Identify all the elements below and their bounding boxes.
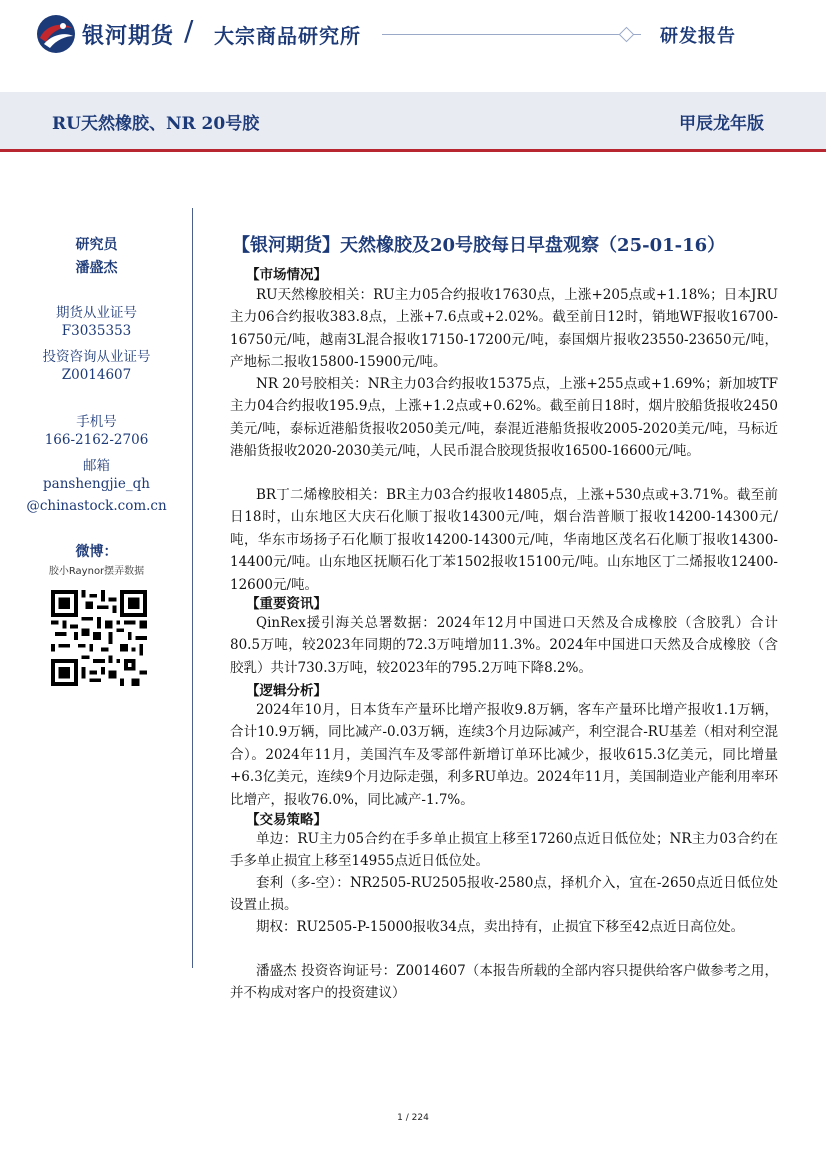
- report-type: 研发报告: [660, 26, 736, 47]
- paragraph-ru: RU天然橡胶相关：RU主力05合约报收17630点，上涨+205点或+1.18%；日本JRU主力06合约报收383.8点，上涨+7.6点或+2.02%。截至前日12时，销地WF报收16700-16750元/吨，越南3L混合报收17150-17200元/吨，泰国烟片报收23550-23650元/吨，产地标二报收15800-15900元/吨。: [230, 287, 778, 371]
- email-label: 邮箱: [83, 458, 110, 474]
- edition-label: 甲辰龙年版: [679, 114, 764, 134]
- header-divider-end: [633, 34, 641, 35]
- report-header: [0, 0, 826, 68]
- qr-code-icon: [51, 590, 147, 686]
- email-domain: @chinastock.com.cn: [26, 498, 167, 514]
- paragraph-news: QinRex援引海关总署数据：2024年12月中国进口天然及合成橡胶（含胶乳）合计80.5万吨，较2023年同期的72.3万吨增加11.3%。2024年中国进口天然及合成橡胶（含胶乳）共计730.3万吨，较2023年的795.2万吨下降8.2%。: [230, 615, 778, 676]
- paragraph-option: 期权：RU2505-P-15000报收34点，卖出持有，止损宜下移至42点近日高位处。: [256, 919, 745, 935]
- analyst-role: 研究员: [75, 237, 118, 253]
- header-divider: [382, 34, 622, 35]
- institute-name: 大宗商品研究所: [214, 24, 361, 48]
- product-title: RU天然橡胶、NR 20号胶: [52, 114, 260, 134]
- diamond-icon: [619, 27, 635, 43]
- section-market: 【市场情况】: [246, 267, 327, 283]
- email-user: panshengjie_qh: [43, 476, 150, 492]
- paragraph-logic: 2024年10月，日本货车产量环比增产报收9.8万辆，客车产量环比增产报收1.1万辆，合计10.9万辆，同比减产-0.03万辆，连续3个月边际减产，利空混合-RU基差（相对利空混合）。2024年11月，美国汽车及零部件新增订单环比减少，报收615.3亿美元，同比增量+6.3亿美元，连续9个月边际走强，利多RU单边。2024年11月，美国制造业产能利用率环比增产，报收76.0%，同比减产-1.7%。: [230, 702, 778, 808]
- weibo-handle: 胶小Raynor摆弄数据: [48, 566, 145, 577]
- paragraph-arbitrage: 套利（多-空）：NR2505-RU2505报收-2580点，择机介入，宜在-2650点近日低位处设置止损。: [230, 875, 778, 914]
- license-number: F3035353: [61, 323, 132, 339]
- title-band-accent: [0, 149, 826, 152]
- license-label: 期货从业证号: [56, 305, 137, 321]
- phone-label: 手机号: [76, 414, 117, 430]
- weibo-label: 微博：: [75, 544, 118, 560]
- phone-number: 166-2162-2706: [44, 432, 149, 448]
- advisor-license-number: Z0014607: [61, 367, 132, 383]
- advisor-license-label: 投资咨询从业证号: [42, 349, 151, 365]
- article-title: 【银河期货】天然橡胶及20号胶每日早盘观察（25-01-16）: [232, 235, 726, 256]
- paragraph-br: BR丁二烯橡胶相关：BR主力03合约报收14805点，上涨+530点或+3.71%。截至前日18时，山东地区大庆石化顺丁报收14300元/吨，烟台浩普顺丁报收14200-14300元/吨，华东市场扬子石化顺丁报收14200-14300元/吨，华南地区茂名石化顺丁报收14300-14400元/吨。山东地区抚顺石化丁苯1502报收15100元/吨。山东地区丁二烯报收12400-12600元/吨。: [230, 487, 778, 593]
- analyst-name: 潘盛杰: [75, 260, 118, 276]
- section-logic: 【逻辑分析】: [246, 683, 327, 699]
- page-number: 1 / 224: [397, 1113, 429, 1123]
- header-slash: /: [184, 14, 194, 47]
- paragraph-nr: NR 20号胶相关：NR主力03合约报收15375点，上涨+255点或+1.69%；新加坡TF主力04合约报收195.9点，上涨+1.2点或+0.62%。截至前日18时，烟片胶船货报收2450美元/吨，泰标近港船货报收2050美元/吨，泰混近港船货报收2005-2020美元/吨，马标近港船货报收2020-2030美元/吨，人民币混合胶现货报收16500-16600元/吨。: [230, 376, 778, 460]
- sidebar-divider: [192, 208, 193, 968]
- paragraph-single: 单边：RU主力05合约在手多单止损宜上移至17260点近日低位处；NR主力03合约在手多单止损宜上移至14955点近日低位处。: [230, 831, 778, 870]
- galaxy-logo-icon: [36, 14, 76, 54]
- section-news: 【重要资讯】: [246, 596, 327, 612]
- section-strategy: 【交易策略】: [246, 812, 327, 828]
- paragraph-disclaimer: 潘盛杰 投资咨询证号：Z0014607（本报告所载的全部内容只提供给客户做参考之用，并不构成对客户的投资建议）: [230, 963, 778, 1002]
- brand-name: 银河期货: [82, 24, 175, 49]
